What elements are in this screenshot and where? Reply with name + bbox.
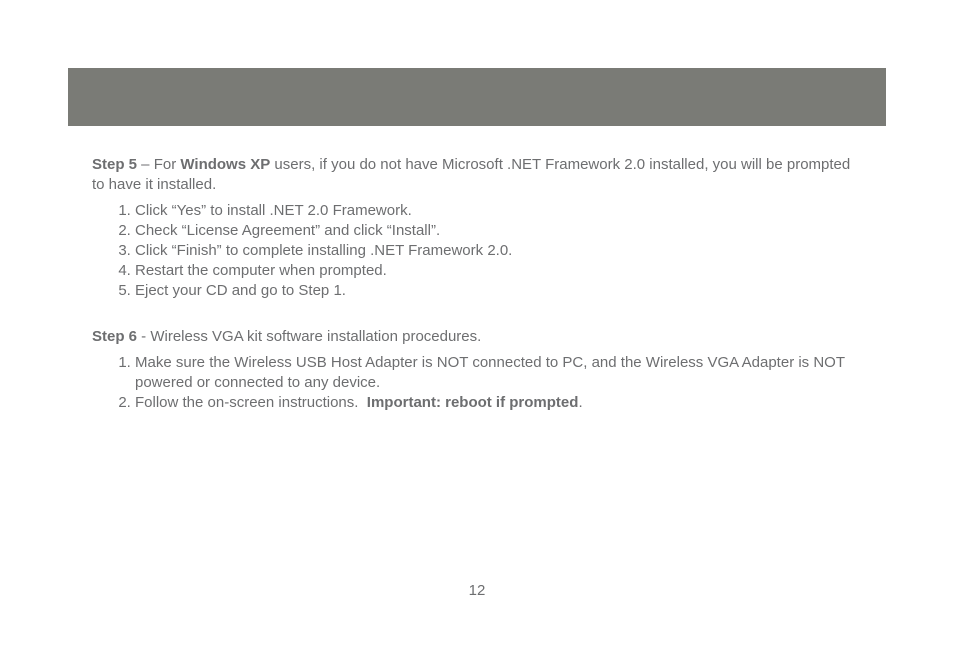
- step6-paragraph: [92, 327, 862, 347]
- step5-list: [92, 201, 862, 301]
- list-item: [135, 393, 862, 413]
- page-number: 12: [468, 582, 486, 599]
- step6-text: - Wireless VGA kit software installation procedures.: [137, 328, 482, 345]
- step6-item2-important: Important: reboot if prompted: [366, 394, 579, 411]
- step5-dash: – For: [137, 156, 181, 173]
- step6-item2-end: .: [578, 394, 583, 411]
- step6-label: Step 6: [92, 328, 138, 345]
- document-body: [92, 155, 862, 413]
- list-item: 5. Eject your CD and go to Step 1.: [135, 281, 862, 301]
- step5-text: users, if you do not have Microsoft .NET Framework 2.0 installed, you will be prompted to have it installed.: [92, 156, 851, 193]
- step5-label: Step 5: [92, 156, 138, 173]
- list-item: 1. Make sure the Wireless USB Host Adapter is NOT connected to PC, and the Wireless VGA Adapter is NOT powered or connected to any device.: [135, 353, 862, 393]
- step6-item2-text: Follow the on-screen instructions.: [135, 394, 367, 411]
- step5-paragraph: [92, 155, 862, 195]
- list-item: 4. Restart the computer when prompted.: [135, 261, 862, 281]
- step5-os: Windows XP: [180, 156, 271, 173]
- header-bar: [68, 68, 886, 126]
- list-item: 2. Check “License Agreement” and click “Install”.: [135, 221, 862, 241]
- step6-list: [92, 353, 862, 413]
- list-item: 3. Click “Finish” to complete installing .NET Framework 2.0.: [135, 241, 862, 261]
- list-item: 1. Click “Yes” to install .NET 2.0 Framework.: [135, 201, 862, 221]
